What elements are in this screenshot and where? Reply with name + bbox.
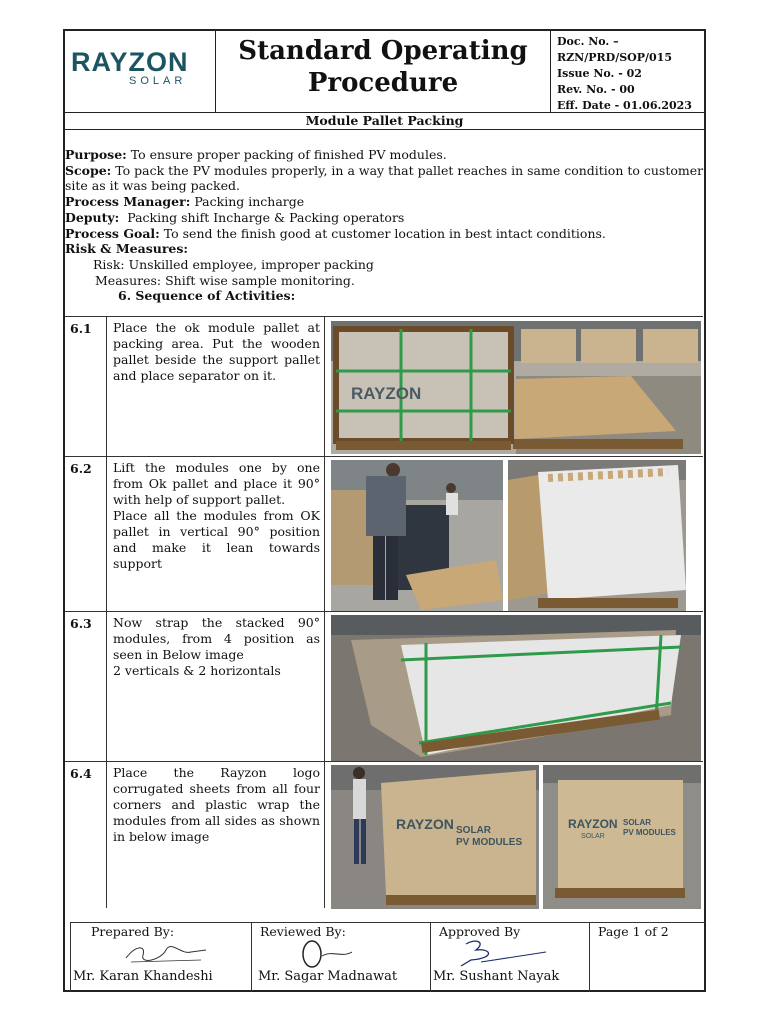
prepared-cell <box>70 922 251 992</box>
reviewed-label: Reviewed By: <box>260 924 346 939</box>
scope-label: Scope: <box>65 162 112 178</box>
step-number: 6.2 <box>65 457 107 611</box>
final-pallet-photo <box>543 765 701 909</box>
strapping-photo <box>331 615 701 761</box>
photo-box-label: PV MODULES <box>456 837 523 848</box>
measures-line: Measures: Shift wise sample monitoring. <box>95 272 355 288</box>
reviewed-cell <box>251 922 430 992</box>
manager-label: Process Manager: <box>65 194 191 210</box>
purpose-label: Purpose: <box>65 147 127 162</box>
photo-box-label: PV MODULES <box>623 828 676 837</box>
photo-box-label: SOLAR <box>456 825 491 836</box>
photo-box-label: SOLAR <box>623 818 651 827</box>
title-line-1: Standard Operating <box>238 36 528 66</box>
photo-brand-text: RAYZON <box>568 817 618 831</box>
pallet-photo-1 <box>331 321 701 454</box>
vertical-modules-photo <box>508 460 686 612</box>
signature-footer <box>63 922 706 992</box>
title-cell <box>216 29 551 112</box>
step-number: 6.1 <box>65 317 107 456</box>
risk-line: Risk: Unskilled employee, improper packing <box>93 256 374 272</box>
step-description <box>107 612 325 761</box>
risk-heading <box>65 241 705 257</box>
photo-brand-sub: SOLAR <box>581 833 605 840</box>
goal-label: Process Goal: <box>65 225 160 241</box>
step-photo <box>508 460 686 612</box>
scope-line-2: site as it was being packed. <box>65 178 241 194</box>
goal-text: To send the finish good at customer location in best intact conditions. <box>159 225 606 241</box>
reviewed-name: Mr. Sagar Madnawat <box>258 969 398 984</box>
photo-brand-text: RAYZON <box>396 816 454 832</box>
step-photo <box>331 321 701 454</box>
photo-brand-text: RAYZON <box>351 384 422 403</box>
purpose-text: To ensure proper packing of finished PV modules. <box>126 147 447 162</box>
signature-prepared <box>121 940 211 966</box>
doc-no: RZN/PRD/SOP/015 <box>557 51 672 64</box>
doc-no-label: Doc. No. – <box>557 35 619 48</box>
rev-no: Rev. No. - 00 <box>557 83 635 96</box>
step-number: 6.4 <box>65 762 107 908</box>
prepared-label: Prepared By: <box>91 924 175 939</box>
document-header <box>63 29 706 112</box>
manager-line <box>65 194 705 210</box>
issue-no: Issue No. - 02 <box>557 67 642 80</box>
company-logo <box>63 29 216 112</box>
page-cell <box>589 922 706 992</box>
logo-subtext: SOLAR <box>129 75 187 87</box>
title-line-2: Procedure <box>307 68 459 98</box>
deputy-label: Deputy: <box>65 209 120 225</box>
step-photo <box>331 615 701 761</box>
step-photo <box>543 765 701 909</box>
step-description <box>107 457 325 611</box>
approved-name: Mr. Sushant Nayak <box>433 969 560 984</box>
step-row <box>65 316 703 456</box>
step-row <box>65 761 703 908</box>
purpose-line <box>65 147 705 163</box>
step-description: Place the Rayzon logo corrugated sheets from all four corners and plastic wrap the modules from all sides as shown in below image <box>107 762 325 908</box>
signature-approved <box>451 936 551 970</box>
goal-line <box>65 226 705 242</box>
prepared-name: Mr. Karan Khandeshi <box>73 969 213 984</box>
steps-table <box>65 316 703 908</box>
risk-label: Risk & Measures: <box>65 241 189 257</box>
wrapped-pallet-photo <box>331 765 539 909</box>
step-photo <box>331 765 539 909</box>
lifting-photo <box>331 460 503 612</box>
page-title <box>216 35 550 99</box>
step-text: Now strap the stacked 90° modules, from 4 position as seen in Below image <box>113 615 320 662</box>
step-number: 6.3 <box>65 612 107 761</box>
deputy-line <box>65 210 705 226</box>
logo-text: RAYZON <box>71 47 189 77</box>
approved-label: Approved By <box>439 924 521 939</box>
step-text-2: 2 verticals & 2 horizontals <box>113 663 281 678</box>
scope-line <box>65 163 705 179</box>
intro-section <box>65 147 705 304</box>
manager-text: Packing incharge <box>190 194 305 210</box>
document-meta <box>551 29 706 112</box>
page-number: Page 1 of 2 <box>598 924 669 939</box>
approved-cell <box>430 922 589 992</box>
signature-reviewed <box>292 936 372 968</box>
sequence-heading: 6. Sequence of Activities: <box>118 288 296 304</box>
step-description: Place the ok module pallet at packing area. Put the wooden pallet beside the support pallet and place separator on it. <box>107 317 325 456</box>
step-row <box>65 611 703 761</box>
step-photo <box>331 460 503 612</box>
scope-text: To pack the PV modules properly, in a way that pallet reaches in same condition to customer <box>111 162 704 178</box>
step-text: Lift the modules one by one from Ok pallet and place it 90° with help of support pallet. <box>113 460 320 507</box>
deputy-text: Packing shift Incharge & Packing operators <box>119 209 405 225</box>
step-text-2: Place all the modules from OK pallet in vertical 90° position and make it lean towards support <box>113 508 320 571</box>
footer-divider <box>70 922 706 923</box>
step-row <box>65 456 703 611</box>
document-subtitle: Module Pallet Packing <box>63 112 706 130</box>
eff-date: Eff. Date - 01.06.2023 <box>557 99 692 112</box>
